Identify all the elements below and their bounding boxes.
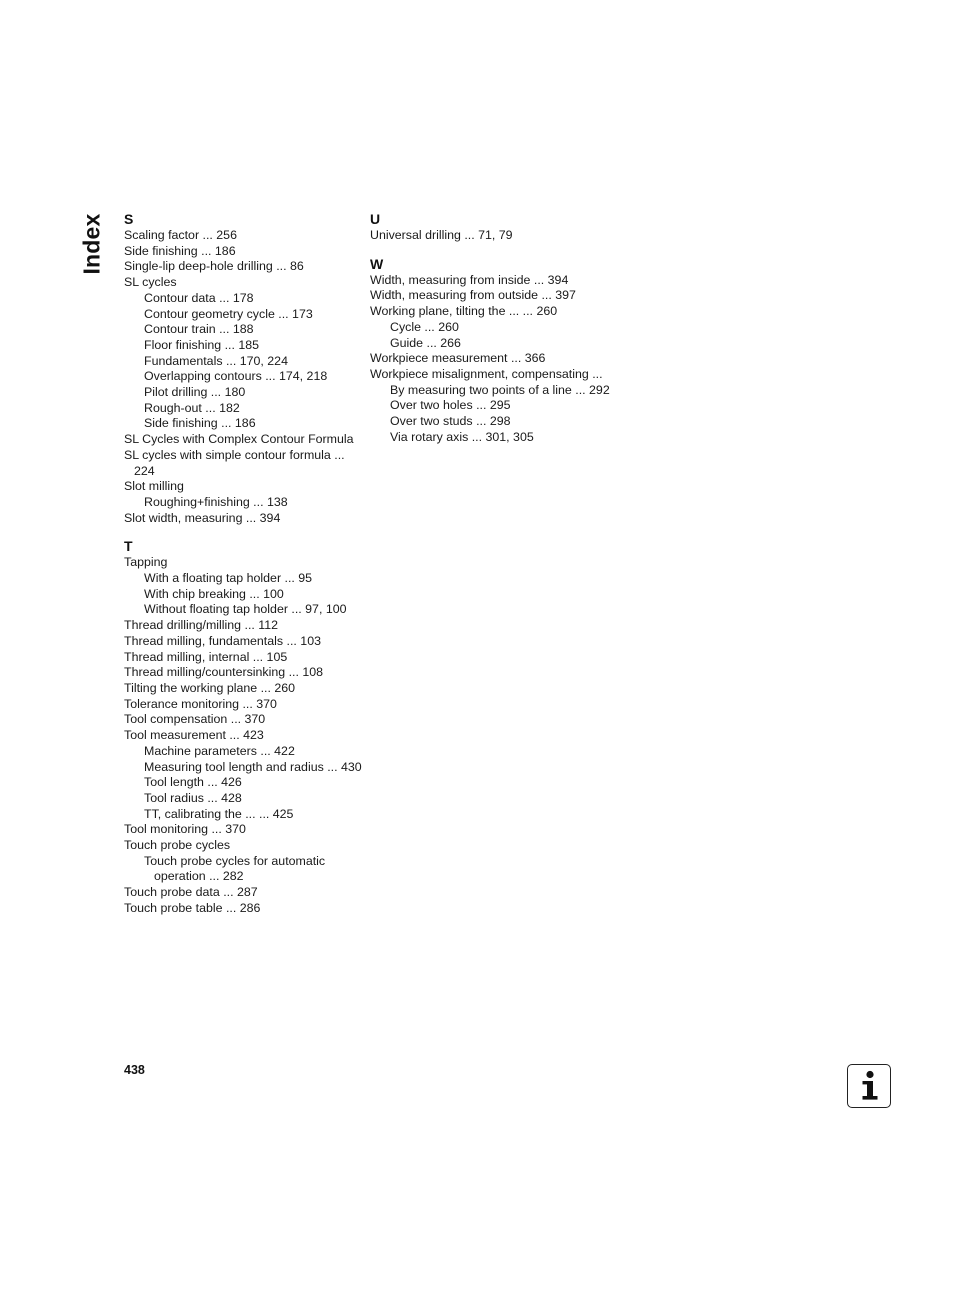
index-subentry: Floor finishing ... 185 [144,337,260,352]
index-subentry: TT, calibrating the ... ... 425 [144,806,294,821]
index-entry: Tilting the working plane ... 260 [124,680,296,695]
index-column-right [370,211,610,457]
index-entry: Tolerance monitoring ... 370 [124,696,277,711]
index-entry: Tool compensation ... 370 [124,712,266,727]
index-entry: Slot width, measuring ... 394 [124,510,281,525]
index-subentry: With chip breaking ... 100 [144,586,284,601]
section-letter: W [370,255,384,272]
info-icon [847,1064,891,1108]
index-subentry: Contour train ... 188 [144,322,254,337]
index-entry: Touch probe table ... 286 [124,900,261,915]
index-section-s [124,211,364,526]
index-entry: Tool measurement ... 423 [124,728,264,743]
index-entry: Workpiece misalignment, compensating ... [370,366,603,381]
index-entry: Width, measuring from outside ... 397 [370,288,576,303]
index-subentry: Roughing+finishing ... 138 [144,494,288,509]
index-subentry: Tool radius ... 428 [144,790,242,805]
section-letter: S [124,211,134,227]
index-column-left [124,211,364,929]
index-subentry: Measuring tool length and radius ... 430 [144,759,362,774]
index-section-w [370,256,610,446]
index-entry: Workpiece measurement ... 366 [370,351,546,366]
index-subentry: By measuring two points of a line ... 292 [390,382,610,397]
index-entry: Tapping [124,555,168,570]
index-entry: Thread milling, internal ... 105 [124,649,288,664]
index-entry: SL Cycles with Complex Contour Formula [124,432,354,447]
index-subentry: Tool length ... 426 [144,775,242,790]
page-number: 438 [124,1063,145,1077]
index-entry: Thread milling, fundamentals ... 103 [124,633,321,648]
index-entry: Scaling factor ... 256 [124,228,237,242]
index-section-u [370,211,610,244]
section-letter: T [124,538,133,555]
index-subentry: Rough-out ... 182 [144,400,240,415]
index-section-t [124,538,364,916]
index-subentry: Without floating tap holder ... 97, 100 [144,602,347,617]
index-entry: Tool monitoring ... 370 [124,822,246,837]
index-entry: Working plane, tilting the ... ... 260 [370,304,558,319]
index-entry: Thread milling/countersinking ... 108 [124,665,324,680]
index-subentry: Pilot drilling ... 180 [144,385,246,400]
index-subentry: Touch probe cycles for automatic operation ... 282 [144,853,326,884]
index-entry: SL cycles [124,275,177,290]
index-subentry: Via rotary axis ... 301, 305 [390,429,534,444]
index-subentry: Guide ... 266 [390,335,461,350]
index-subentry: Contour geometry cycle ... 173 [144,306,313,321]
index-subentry: Overlapping contours ... 174, 218 [144,369,328,384]
index-subentry: Over two holes ... 295 [390,398,511,413]
index-entry: Slot milling [124,479,184,494]
side-title [79,212,105,276]
index-subentry: Side finishing ... 186 [144,416,256,431]
index-entry: Thread drilling/milling ... 112 [124,618,279,633]
index-entry: Width, measuring from inside ... 394 [370,272,569,287]
index-entry: Touch probe cycles [124,838,231,853]
index-subentry: Cycle ... 260 [390,319,459,334]
section-letter: U [370,211,381,227]
index-entry: Single-lip deep-hole drilling ... 86 [124,259,304,274]
index-subentry: Contour data ... 178 [144,290,254,305]
side-title-text: Index [78,213,105,275]
index-entry: Universal drilling ... 71, 79 [370,228,513,242]
index-entry: Side finishing ... 186 [124,243,236,258]
index-subentry: Fundamentals ... 170, 224 [144,353,288,368]
index-entry: Touch probe data ... 287 [124,885,258,900]
index-entry: SL cycles with simple contour formula ... 224 [124,447,345,478]
index-subentry: Over two studs ... 298 [390,414,511,429]
index-subentry: With a floating tap holder ... 95 [144,571,313,586]
index-subentry: Machine parameters ... 422 [144,743,295,758]
